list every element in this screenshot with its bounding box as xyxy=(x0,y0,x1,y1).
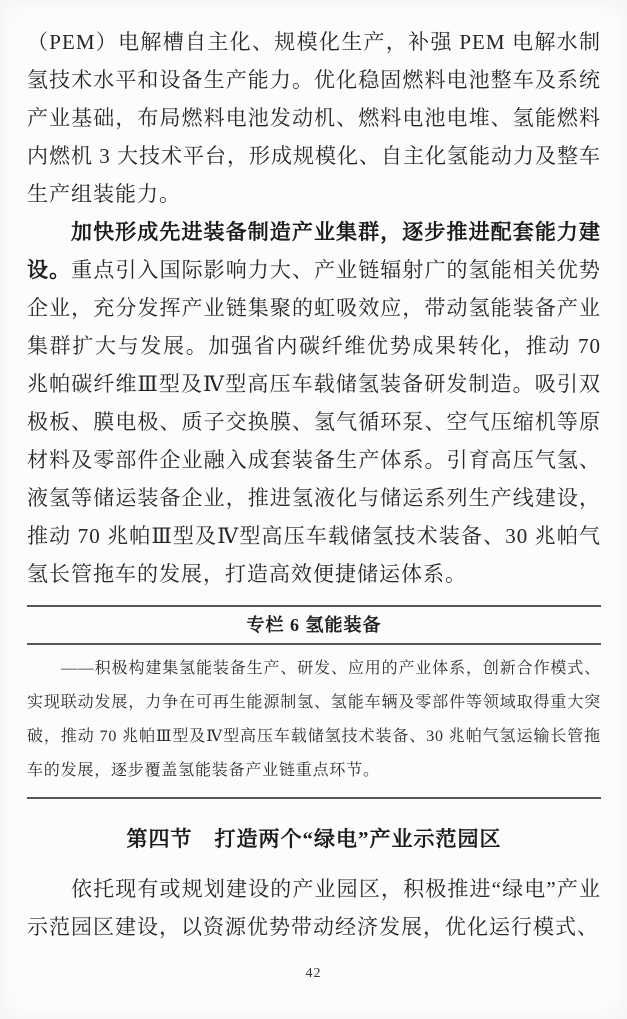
callout-box-title: 专栏 6 氢能装备 xyxy=(246,615,382,635)
paragraph-pem-electrolyzer: （PEM）电解槽自主化、规模化生产，补强 PEM 电解水制氢技术水平和设备生产能力。优化稳固燃料电池整车及系统产业基础，布局燃料电池发动机、燃料电池电堆、氢能燃料内燃机 3 大技术平台，形成规模化、自主化氢能动力及整车生产组装能力。 xyxy=(27,30,601,206)
paragraph-bold-lead: 加快形成先进装备制造产业集群，逐步推进配套能力建设。 xyxy=(27,220,601,282)
section-heading-green-power-parks: 第四节 打造两个“绿电”产业示范园区 xyxy=(126,827,502,851)
page-number: 42 xyxy=(305,966,322,981)
paragraph-body-text: 重点引入国际影响力大、产业链辐射广的氢能相关优势企业，充分发挥产业链集聚的虹吸效应，带动氢能装备产业集群扩大与发展。加强省内碳纤维优势成果转化，推动 70 兆帕碳纤维Ⅲ型及Ⅳ型高压车载储氢装备研发制造。吸引双极板、膜电极、质子交换膜、氢气循环泵、空气压缩机等原材料及零部件企业融入成套装备生产体系。引育高压气氢、液氢等储运装备企业，推进氢液化与储运系列生产线建设，推动 70 兆帕Ⅲ型及Ⅳ型高压车载储氢技术装备、30 兆帕气氢长管拖车的发展，打造高效便捷储运体系。 xyxy=(27,258,602,586)
paragraph-industrial-parks: 依托现有或规划建设的产业园区，积极推进“绿电”产业示范园区建设，以资源优势带动经济发展，优化运行模式、 xyxy=(27,877,601,939)
paragraph-equipment-cluster xyxy=(27,213,601,593)
page-content xyxy=(27,23,601,946)
box-bottom-rule xyxy=(27,797,601,799)
callout-box-body: ——积极构建集氢能装备生产、研发、应用的产业体系，创新合作模式、实现联动发展，力争在可再生能源制氢、氢能车辆及零部件等领域取得重大突破，推动 70 兆帕Ⅲ型及Ⅳ型高压车载储氢技术装备、30 兆帕气氢运输长管拖车的发展，逐步覆盖氢能装备产业链重点环节。 xyxy=(27,660,601,779)
callout-box-hydrogen-equipment xyxy=(27,605,601,799)
